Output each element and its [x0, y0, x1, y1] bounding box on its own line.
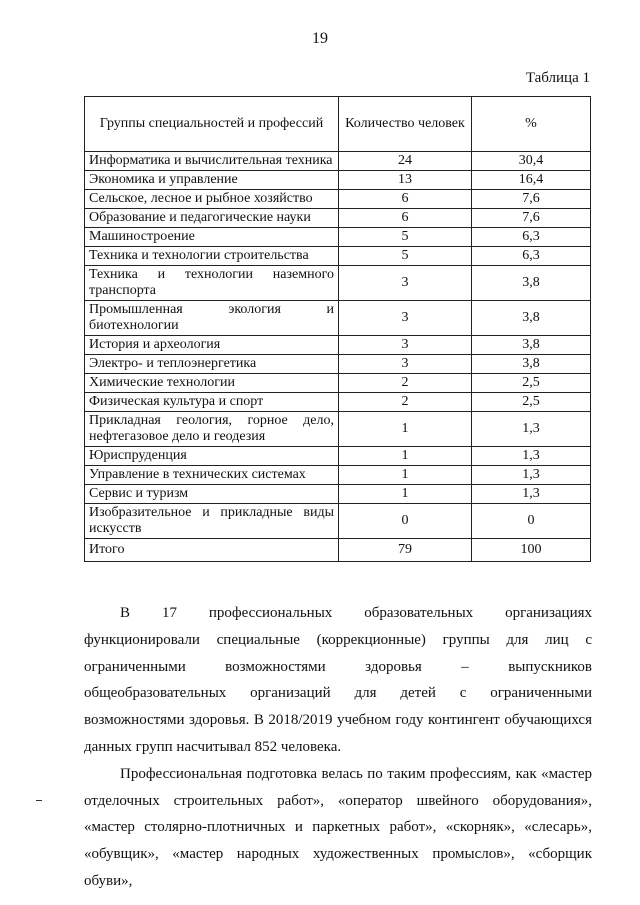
cell-percent: 3,8	[472, 355, 591, 374]
cell-count: 1	[339, 466, 472, 485]
cell-group: Машиностроение	[85, 228, 339, 247]
table-row	[85, 504, 591, 539]
table-row	[85, 485, 591, 504]
table-row	[85, 228, 591, 247]
cell-percent: 3,8	[472, 336, 591, 355]
cell-percent: 16,4	[472, 171, 591, 190]
table-row	[85, 355, 591, 374]
cell-percent: 2,5	[472, 393, 591, 412]
table-caption: Таблица 1	[525, 70, 590, 86]
cell-count: 3	[339, 266, 472, 301]
cell-group: Юриспруденция	[85, 447, 339, 466]
cell-count: 3	[339, 355, 472, 374]
cell-percent: 1,3	[472, 412, 591, 447]
total-label: Итого	[85, 539, 339, 562]
paragraph: В 17 профессиональных образовательных организациях функционировали специальные (коррекционные) группы для лиц с ограниченными возможностями здоровья – выпускников общеобразовательных организаций для детей с ограниченными возможностями здоровья. В 2018/2019 учебном году контингент обучающихся данных групп насчитывал 852 человека.	[84, 605, 592, 755]
table-row	[85, 247, 591, 266]
cell-group: Химические технологии	[85, 374, 339, 393]
cell-percent: 0	[472, 504, 591, 539]
cell-group: Электро- и теплоэнергетика	[85, 355, 339, 374]
cell-group: Промышленная экология и биотехнологии	[85, 301, 339, 336]
cell-percent: 7,6	[472, 190, 591, 209]
cell-percent: 3,8	[472, 301, 591, 336]
margin-dash	[36, 800, 42, 801]
table-header-row	[85, 97, 591, 152]
header-count: Количество человек	[339, 97, 472, 152]
cell-count: 24	[339, 152, 472, 171]
table-total-row	[85, 539, 591, 562]
total-percent: 100	[472, 539, 591, 562]
cell-count: 1	[339, 412, 472, 447]
table-row	[85, 152, 591, 171]
cell-percent: 6,3	[472, 228, 591, 247]
cell-group: Физическая культура и спорт	[85, 393, 339, 412]
page-number: 19	[312, 30, 328, 47]
cell-count: 13	[339, 171, 472, 190]
cell-percent: 1,3	[472, 447, 591, 466]
table-row	[85, 393, 591, 412]
paragraph: Профессиональная подготовка велась по таким профессиям, как «мастер отделочных строительных работ», «оператор швейного оборудования», «мастер столярно-плотничных и паркетных работ», «скорняк», «слесарь», «обувщик», «мастер народных художественных промыслов», «сборщик обуви»,	[84, 765, 592, 889]
cell-percent: 30,4	[472, 152, 591, 171]
header-percent: %	[472, 97, 591, 152]
cell-count: 1	[339, 447, 472, 466]
cell-count: 2	[339, 393, 472, 412]
total-count: 79	[339, 539, 472, 562]
cell-percent: 1,3	[472, 466, 591, 485]
cell-count: 2	[339, 374, 472, 393]
cell-percent: 3,8	[472, 266, 591, 301]
body-text	[84, 600, 592, 895]
cell-group: Сельское, лесное и рыбное хозяйство	[85, 190, 339, 209]
table-row	[85, 466, 591, 485]
cell-group: Сервис и туризм	[85, 485, 339, 504]
cell-count: 3	[339, 336, 472, 355]
cell-count: 6	[339, 190, 472, 209]
cell-count: 0	[339, 504, 472, 539]
cell-count: 3	[339, 301, 472, 336]
cell-percent: 7,6	[472, 209, 591, 228]
cell-count: 5	[339, 247, 472, 266]
table-row	[85, 412, 591, 447]
cell-group: Образование и педагогические науки	[85, 209, 339, 228]
statistics-table	[84, 96, 591, 562]
cell-group: История и археология	[85, 336, 339, 355]
cell-group: Управление в технических системах	[85, 466, 339, 485]
cell-group: Прикладная геология, горное дело, нефтегазовое дело и геодезия	[85, 412, 339, 447]
cell-group: Экономика и управление	[85, 171, 339, 190]
table-row	[85, 336, 591, 355]
cell-percent: 2,5	[472, 374, 591, 393]
cell-count: 1	[339, 485, 472, 504]
table-row	[85, 447, 591, 466]
cell-group: Информатика и вычислительная техника	[85, 152, 339, 171]
cell-percent: 1,3	[472, 485, 591, 504]
cell-group: Техника и технологии строительства	[85, 247, 339, 266]
table-row	[85, 301, 591, 336]
table-body	[85, 152, 591, 539]
table-row	[85, 171, 591, 190]
header-groups: Группы специальностей и профессий	[85, 97, 339, 152]
table-row	[85, 374, 591, 393]
table-row	[85, 190, 591, 209]
table-row	[85, 266, 591, 301]
cell-count: 6	[339, 209, 472, 228]
cell-count: 5	[339, 228, 472, 247]
cell-percent: 6,3	[472, 247, 591, 266]
cell-group: Изобразительное и прикладные виды искусств	[85, 504, 339, 539]
cell-group: Техника и технологии наземного транспорта	[85, 266, 339, 301]
table-row	[85, 209, 591, 228]
